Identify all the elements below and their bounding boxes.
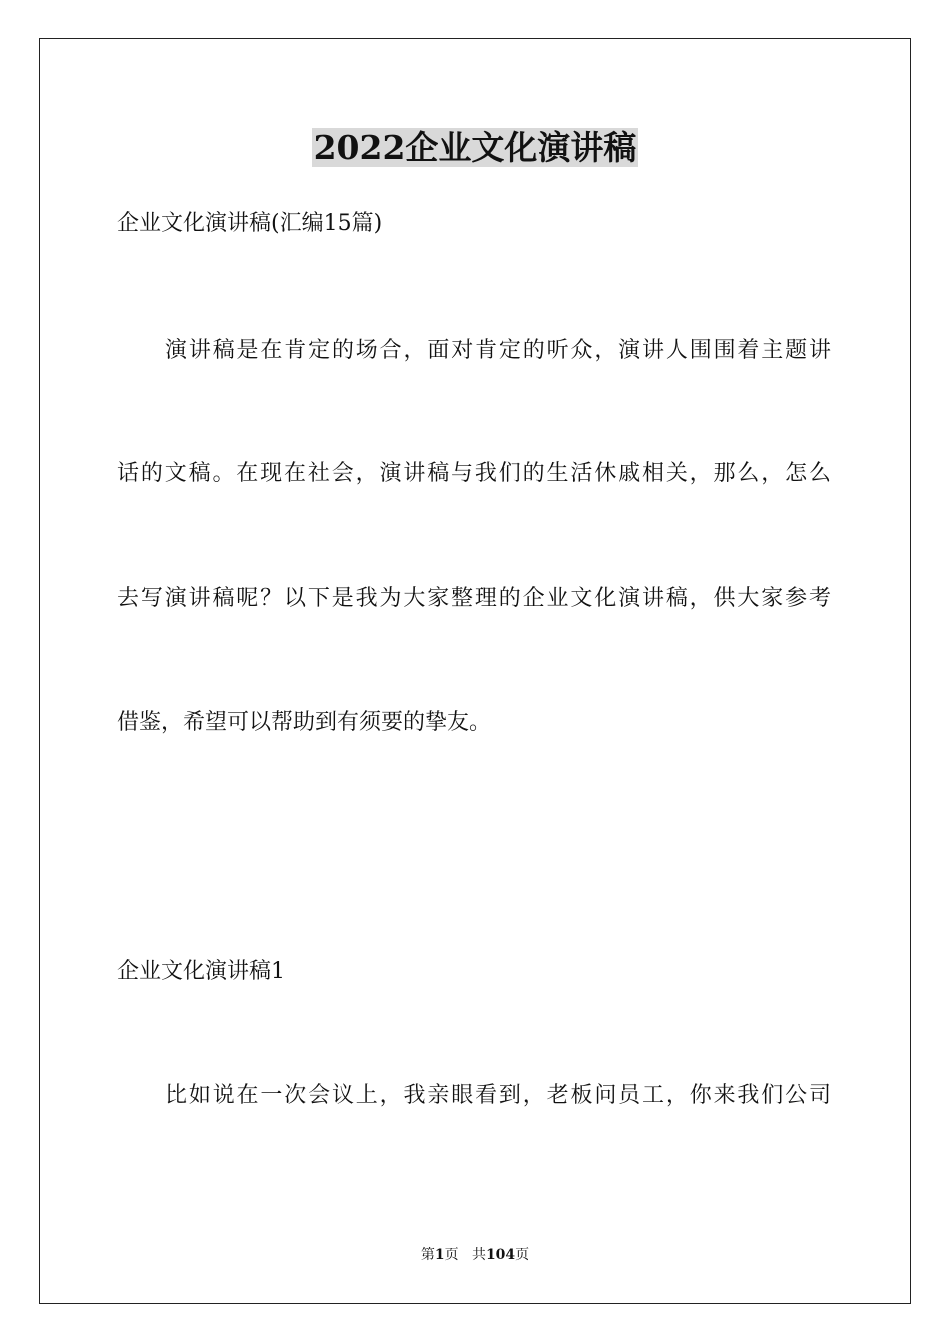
intro-paragraph-line: 去写演讲稿呢？以下是我为大家整理的企业文化演讲稿，供大家参考 xyxy=(117,586,831,611)
section-heading: 企业文化演讲稿1 xyxy=(117,959,285,984)
document-title xyxy=(0,126,950,170)
document-title-text: 2022企业文化演讲稿 xyxy=(313,128,637,167)
intro-paragraph-line: 话的文稿。在现在社会，演讲稿与我们的生活休戚相关，那么，怎么 xyxy=(117,461,831,486)
page-footer xyxy=(0,1245,950,1265)
page-suffix: 页 xyxy=(444,1247,459,1263)
current-page-number: 1 xyxy=(434,1247,445,1263)
document-subtitle: 企业文化演讲稿(汇编15篇) xyxy=(117,211,383,236)
intro-paragraph-line: 演讲稿是在肯定的场合，面对肯定的听众，演讲人围围着主题讲 xyxy=(165,338,831,363)
total-suffix: 页 xyxy=(515,1247,530,1263)
page-prefix: 第 xyxy=(420,1247,435,1263)
intro-paragraph-line: 借鉴，希望可以帮助到有须要的挚友。 xyxy=(117,710,492,735)
section-paragraph-line: 比如说在一次会议上，我亲眼看到，老板问员工，你来我们公司 xyxy=(165,1083,831,1108)
total-page-count: 104 xyxy=(485,1247,516,1263)
total-prefix: 共 xyxy=(471,1247,486,1263)
